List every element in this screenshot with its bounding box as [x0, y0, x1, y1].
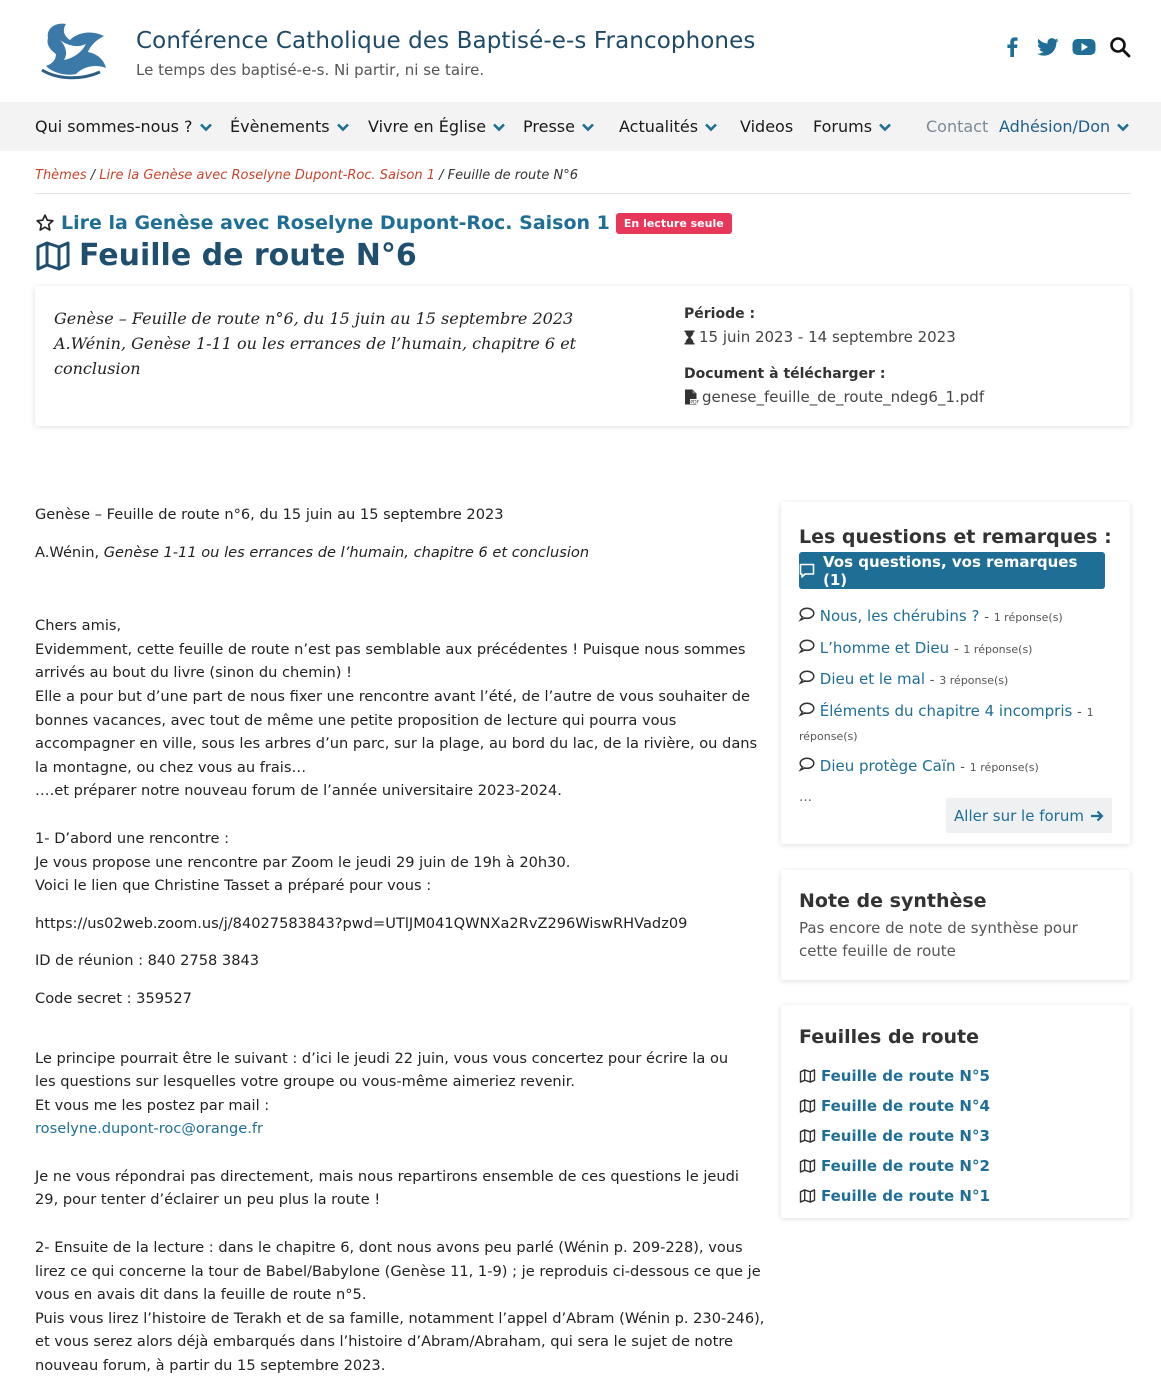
arrow-right-icon [1090, 810, 1104, 822]
speech-bubble-icon [799, 757, 815, 771]
book-title: Genèse 1-11 ou les errances de l’humain, chapitre 6 et conclusion [103, 543, 590, 561]
pdf-file-icon [684, 389, 698, 405]
twitter-icon[interactable] [1035, 36, 1061, 58]
breadcrumb-separator: / [434, 168, 448, 183]
questions-card [781, 502, 1130, 844]
go-to-forum-button[interactable] [946, 798, 1112, 833]
article-paragraph: Je vous propose une rencontre par Zoom le jeudi 29 juin de 19h à 20h30. [35, 853, 571, 871]
reply-count: 1 réponse(s) [799, 705, 1094, 743]
article-body [35, 503, 765, 1378]
article-paragraph: ….et préparer notre nouveau forum de l’année universitaire 2023-2024. [35, 782, 562, 800]
question-item[interactable]: Nous, les chérubins ? - 1 réponse(s) [799, 605, 1119, 629]
article-paragraph: Le principe pourrait être le suivant : d’ici le jeudi 22 juin, vous vous concertez pour écrire la ou [35, 1049, 729, 1067]
read-only-badge: En lecture seule [616, 213, 732, 234]
page-title-text: Feuille de route N°6 [79, 238, 417, 273]
period-label: Période : [684, 306, 756, 322]
article-paragraph: Chers amis, [35, 617, 122, 635]
nav-item-videos[interactable] [740, 117, 793, 136]
nav-item-adhesion[interactable] [999, 117, 1130, 136]
ask-question-label: Vos questions, vos remarques (1) [823, 552, 1078, 589]
question-label[interactable]: Nous, les chérubins ? [819, 607, 980, 625]
nav-item-evenements[interactable] [230, 117, 350, 136]
dove-logo-icon[interactable] [38, 18, 112, 82]
feuille-link[interactable] [799, 1091, 990, 1121]
chevron-down-icon [199, 120, 213, 134]
breadcrumb-themes[interactable]: Thèmes [35, 168, 87, 183]
meeting-id: ID de réunion : 840 2758 3843 [35, 952, 260, 970]
section-title: 1- D’abord une rencontre : [35, 829, 230, 847]
speech-bubble-icon [799, 607, 815, 621]
feuilles-title: Feuilles de route [799, 1026, 979, 1048]
feuille-label[interactable]: Feuille de route N°2 [821, 1157, 990, 1175]
comment-icon [799, 563, 815, 579]
period-value: 15 juin 2023 - 14 septembre 2023 [699, 328, 956, 346]
header-social-icons [999, 36, 1133, 58]
feuille-label[interactable]: Feuille de route N°3 [821, 1127, 990, 1145]
nav-label: Actualités [619, 117, 699, 136]
synthese-card [781, 870, 1130, 980]
article-paragraph: Elle a pour but d’une part de nous fixer une rencontre avant l’été, de l’autre de vous souhaiter de bonnes vacances, avec tout de même une petite proposition de lecture qui pourra vous accompagner en ville, sous les arbres d’un parc, sur la plage, au bord du lac, de la rivière, ou dans la montagne, ou chez vous au frais… [35, 687, 758, 776]
email-link[interactable]: roselyne.dupont-roc@orange.fr [35, 1120, 264, 1138]
parent-theme-row [35, 212, 732, 234]
site-tagline: Le temps des baptisé-e-s. Ni partir, ni se taire. [136, 61, 485, 79]
nav-label: Contact [926, 117, 989, 136]
nav-item-forums[interactable] [813, 117, 892, 136]
reply-count: 1 réponse(s) [993, 611, 1063, 624]
nav-item-actualites[interactable] [619, 117, 718, 136]
nav-item-vivre-en-eglise[interactable] [368, 117, 506, 136]
question-item[interactable]: Dieu protège Caïn - 1 réponse(s) [799, 755, 1119, 779]
doc-label: Document à télécharger : [684, 366, 886, 382]
question-label[interactable]: Dieu et le mal [819, 670, 926, 688]
youtube-icon[interactable] [1071, 36, 1097, 58]
section-text: : dans le chapitre 6, dont nous avons peu parlé (Wénin p. 209-228), vous lirez ce qui concerne la tour de Babel/Babylone (Genèse 11, 1-9) ; je reproduis ci-dessous ce que je vous en avais dit dans la feuille de route n°5. [35, 1239, 761, 1304]
star-icon[interactable] [35, 213, 55, 233]
nav-label: Presse [523, 117, 575, 136]
breadcrumb [35, 168, 578, 183]
ask-question-button[interactable] [799, 552, 1105, 589]
question-item[interactable]: L’homme et Dieu - 1 réponse(s) [799, 637, 1119, 661]
question-item[interactable]: Éléments du chapitre 4 incompris - 1 réponse(s) [799, 701, 1094, 743]
questions-more: … [799, 789, 812, 805]
nav-item-presse[interactable] [523, 117, 595, 136]
nav-label: Forums [813, 117, 873, 136]
feuille-label[interactable]: Feuille de route N°4 [821, 1097, 990, 1115]
feuille-link[interactable] [799, 1151, 990, 1181]
nav-item-qui-sommes-nous[interactable] [35, 117, 213, 136]
map-icon [799, 1069, 816, 1083]
article-paragraph: Je ne vous répondrai pas directement, mais nous repartirons ensemble de ces questions le jeudi 29, pour tenter d’éclairer un peu plus la route ! [35, 1167, 739, 1209]
map-icon [799, 1189, 816, 1203]
synthese-title: Note de synthèse [799, 890, 987, 912]
breadcrumb-parent[interactable]: Lire la Genèse avec Roselyne Dupont-Roc. Saison 1 [99, 168, 435, 183]
map-icon [799, 1159, 816, 1173]
chevron-down-icon [1116, 120, 1130, 134]
feuille-link[interactable] [799, 1181, 990, 1211]
question-label[interactable]: Dieu protège Caïn [819, 757, 956, 775]
map-icon [35, 241, 71, 271]
go-to-forum-label: Aller sur le forum [954, 806, 1084, 825]
nav-item-contact[interactable] [926, 117, 988, 136]
summary-text: Genèse – Feuille de route n°6, du 15 juin au 15 septembre 2023 A.Wénin, Genèse 1-11 ou les errances de l’humain, chapitre 6 et conclusion [54, 309, 577, 378]
article-paragraph: Voici le lien que Christine Tasset a préparé pour vous : [35, 877, 432, 895]
hourglass-icon [684, 330, 695, 345]
feuilles-card [781, 1005, 1130, 1218]
article-paragraph: Evidemment, cette feuille de route n’est pas semblable aux précédentes ! Puisque nous sommes arrivés au bout du livre (sinon du chemin) ! [35, 640, 746, 682]
map-icon [799, 1099, 816, 1113]
nav-label: Évènements [230, 117, 330, 136]
chevron-down-icon [336, 120, 350, 134]
chevron-down-icon [704, 120, 718, 134]
meeting-code: Code secret : 359527 [35, 989, 192, 1007]
site-header [0, 0, 1161, 102]
author-text: A.Wénin, [35, 543, 104, 561]
feuille-label[interactable]: Feuille de route N°5 [821, 1067, 990, 1085]
article-paragraph: Et vous me les postez par mail : [35, 1096, 270, 1114]
breadcrumb-separator: / [86, 168, 100, 183]
page-title [35, 238, 417, 273]
article-paragraph: les questions sur lesquelles votre groupe ou vous-même aimeriez revenir. [35, 1073, 576, 1091]
site-title[interactable]: Conférence Catholique des Baptisé-e-s Francophones [136, 28, 756, 54]
question-label[interactable]: Éléments du chapitre 4 incompris [819, 701, 1073, 720]
period-value-row [684, 328, 956, 346]
article-paragraph: Puis vous lirez l’histoire de Terakh et de sa famille, notamment l’appel d’Abram (Wénin p. 230-246), et vous serez alors déjà embarqués dans l’histoire d’Abram/Abraham, qui sera le sujet de notre nouveau forum, à partir du 15 septembre 2023. [35, 1309, 765, 1375]
reply-count: 3 réponse(s) [939, 674, 1009, 687]
nav-label: Videos [740, 117, 794, 136]
speech-bubble-icon [799, 702, 815, 716]
summary-card [35, 286, 1130, 426]
question-label[interactable]: L’homme et Dieu [819, 638, 950, 657]
doc-filename[interactable]: genese_feuille_de_route_ndeg6_1.pdf [702, 388, 985, 406]
questions-title: Les questions et remarques : [799, 526, 1112, 548]
search-icon[interactable] [1107, 36, 1133, 58]
section-lead: 2- Ensuite de la lecture [35, 1239, 205, 1257]
questions-list [799, 605, 1119, 809]
speech-bubble-icon [799, 639, 815, 653]
chevron-down-icon [492, 120, 506, 134]
article-line [35, 541, 765, 565]
feuille-label[interactable]: Feuille de route N°1 [821, 1187, 990, 1205]
zoom-link[interactable]: https://us02web.zoom.us/j/84027583843?pwd=UTlJM041QWNXa2RvZ296WiswRHVadz09 [35, 914, 688, 932]
breadcrumb-current: Feuille de route N°6 [447, 168, 578, 183]
feuilles-list [799, 1061, 990, 1211]
reply-count: 1 réponse(s) [969, 761, 1039, 774]
facebook-icon[interactable] [999, 36, 1025, 58]
parent-theme-link[interactable]: Lire la Genèse avec Roselyne Dupont-Roc. Saison 1 [61, 212, 610, 234]
question-item[interactable]: Dieu et le mal - 3 réponse(s) [799, 668, 1119, 692]
chevron-down-icon [878, 120, 892, 134]
synthese-text: Pas encore de note de synthèse pour cette feuille de route [799, 919, 1078, 960]
map-icon [799, 1129, 816, 1143]
nav-label: Adhésion/Don [999, 117, 1111, 136]
article-paragraph [35, 1236, 765, 1307]
main-nav [0, 102, 1161, 151]
speech-bubble-icon [799, 670, 815, 684]
article-line: Genèse – Feuille de route n°6, du 15 juin au 15 septembre 2023 [35, 506, 504, 523]
feuille-link[interactable] [799, 1121, 990, 1151]
breadcrumb-divider [35, 193, 1130, 194]
reply-count: 1 réponse(s) [963, 642, 1033, 656]
feuille-link[interactable] [799, 1061, 990, 1091]
nav-label: Vivre en Église [368, 117, 487, 136]
doc-link-row[interactable] [684, 388, 984, 406]
svg-text:PDF: PDF [690, 400, 700, 406]
chevron-down-icon [581, 120, 595, 134]
nav-label: Qui sommes-nous ? [35, 117, 193, 136]
